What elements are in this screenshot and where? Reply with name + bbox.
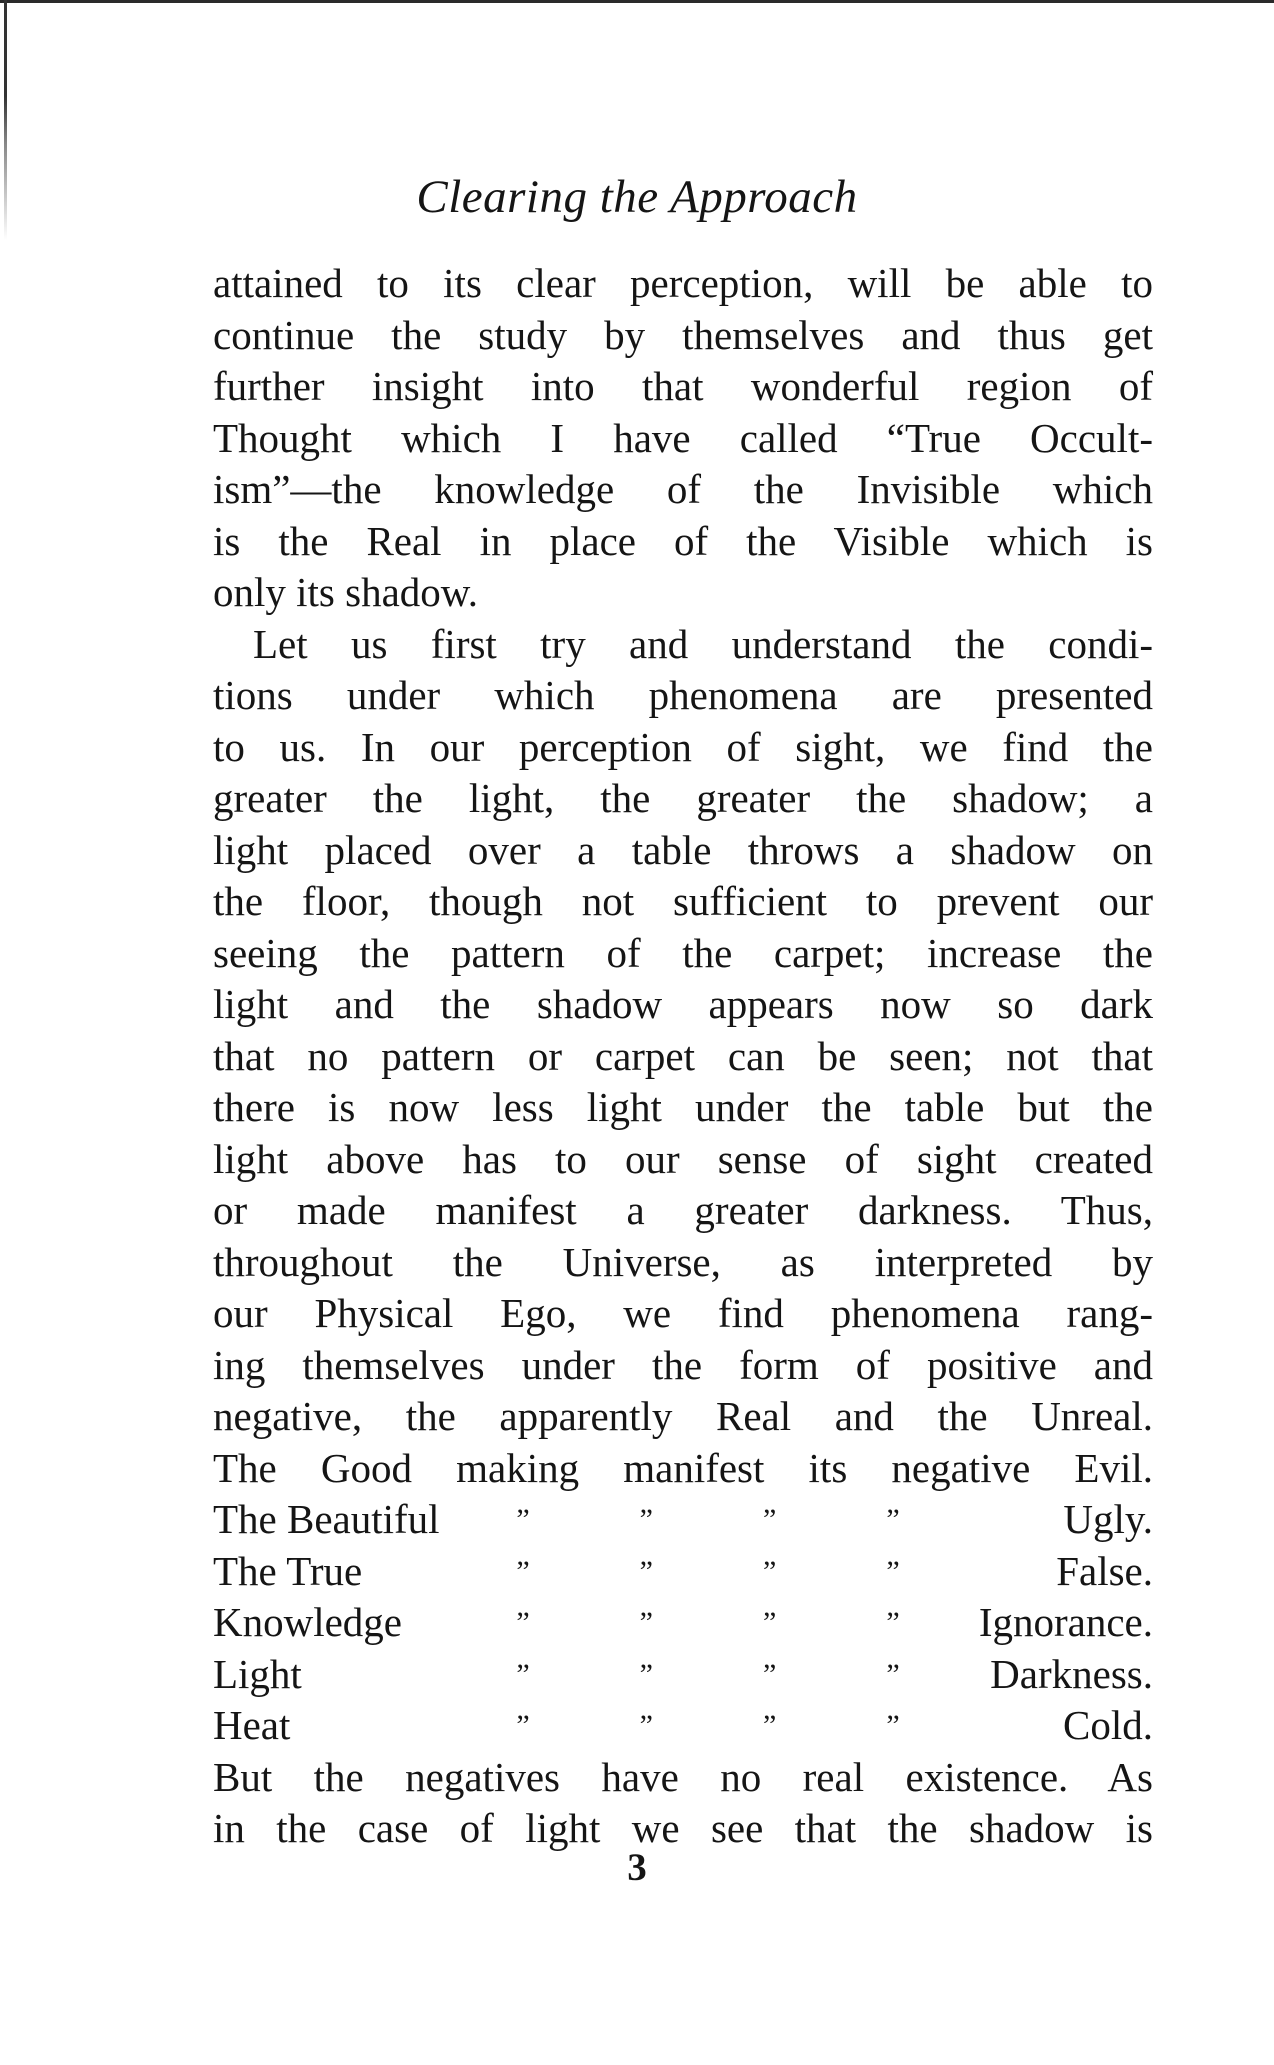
- positive-term: The True: [213, 1547, 363, 1594]
- ditto-mark: ”: [886, 1709, 900, 1742]
- ditto-mark: ”: [639, 1503, 653, 1536]
- text-line: negative, the apparently Real and the Unreal.: [213, 1393, 1153, 1439]
- negative-term: Cold.: [1063, 1702, 1153, 1748]
- ditto-mark: ”: [886, 1657, 900, 1691]
- ditto-mark: ”: [886, 1554, 900, 1588]
- opposites-row: [213, 1700, 1153, 1752]
- ditto-mark: ”: [762, 1709, 777, 1742]
- text-line: to us. In our perception of sight, we find the: [213, 723, 1153, 770]
- text-line: is the Real in place of the Visible which is: [213, 517, 1153, 564]
- opposites-row: [213, 1494, 1153, 1546]
- negative-term: False.: [1056, 1547, 1153, 1594]
- text-line: ism”—the knowledge of the Invisible which: [213, 466, 1153, 512]
- text-line: But the negatives have no real existence. As: [213, 1753, 1153, 1800]
- ditto-mark: ”: [886, 1503, 900, 1536]
- opposites-row: [213, 1546, 1153, 1598]
- text-line: throughout the Universe, as interpreted by: [213, 1238, 1153, 1285]
- ditto-mark: ”: [639, 1606, 653, 1639]
- negative-term: Darkness.: [990, 1650, 1153, 1697]
- text-line: Let us first try and understand the condi-: [253, 620, 1153, 667]
- ditto-mark: ”: [639, 1657, 653, 1691]
- opposites-table: [213, 1494, 1153, 1752]
- text-line: further insight into that wonderful region of: [213, 363, 1153, 409]
- ditto-mark: ”: [886, 1606, 900, 1639]
- text-line: only its shadow.: [213, 569, 478, 615]
- text-line: seeing the pattern of the carpet; increase the: [213, 929, 1153, 976]
- text-line: there is now less light under the table but the: [213, 1084, 1153, 1130]
- ditto-mark: ”: [639, 1554, 653, 1588]
- ditto-mark: ”: [639, 1709, 653, 1742]
- negative-term: Ignorance.: [978, 1599, 1153, 1645]
- ditto-mark: ”: [516, 1554, 530, 1588]
- positive-term: Knowledge: [213, 1599, 403, 1645]
- opposites-row: [213, 1597, 1153, 1649]
- ditto-marks: [513, 1597, 903, 1649]
- text-line: light and the shadow appears now so dark: [213, 981, 1153, 1027]
- body-text: [213, 258, 1153, 1855]
- ditto-mark: ”: [762, 1503, 777, 1536]
- negative-term: Ugly.: [1063, 1496, 1153, 1542]
- page-number: 3: [627, 1846, 647, 1889]
- ditto-mark: ”: [762, 1657, 777, 1691]
- text-line: light above has to our sense of sight created: [213, 1135, 1153, 1182]
- positive-term: Light: [213, 1650, 302, 1697]
- ditto-mark: ”: [516, 1709, 530, 1742]
- text-line: The Good making manifest its negative Evil.: [213, 1444, 1153, 1491]
- text-line: in the case of light we see that the shadow is: [213, 1805, 1153, 1851]
- ditto-marks: [513, 1494, 903, 1546]
- text-line: or made manifest a greater darkness. Thus,: [213, 1187, 1153, 1233]
- text-line: attained to its clear perception, will be able to: [213, 260, 1153, 306]
- text-line: light placed over a table throws a shadow on: [213, 826, 1153, 873]
- text-line: continue the study by themselves and thus get: [213, 311, 1153, 358]
- text-line: tions under which phenomena are presented: [213, 672, 1153, 718]
- text-line: that no pattern or carpet can be seen; not that: [213, 1032, 1153, 1079]
- positive-term: Heat: [213, 1702, 291, 1748]
- text-line: our Physical Ego, we find phenomena rang-: [213, 1290, 1153, 1336]
- ditto-mark: ”: [516, 1606, 530, 1639]
- ditto-marks: [513, 1700, 903, 1752]
- ditto-mark: ”: [516, 1503, 530, 1536]
- text-line: the floor, though not sufficient to prevent our: [213, 878, 1153, 924]
- ditto-marks: [513, 1546, 903, 1598]
- top-edge-rule: [0, 0, 1274, 3]
- text-line: greater the light, the greater the shadow; a: [213, 775, 1153, 821]
- running-head: Clearing the Approach: [416, 171, 858, 223]
- text-line: ing themselves under the form of positive and: [213, 1341, 1153, 1388]
- text-line: Thought which I have called “True Occult-: [213, 414, 1153, 461]
- ditto-marks: [513, 1649, 903, 1701]
- ditto-mark: ”: [516, 1657, 530, 1691]
- ditto-mark: ”: [762, 1606, 777, 1639]
- opposites-row: [213, 1649, 1153, 1701]
- ditto-mark: ”: [762, 1554, 777, 1588]
- positive-term: The Beautiful: [213, 1496, 440, 1542]
